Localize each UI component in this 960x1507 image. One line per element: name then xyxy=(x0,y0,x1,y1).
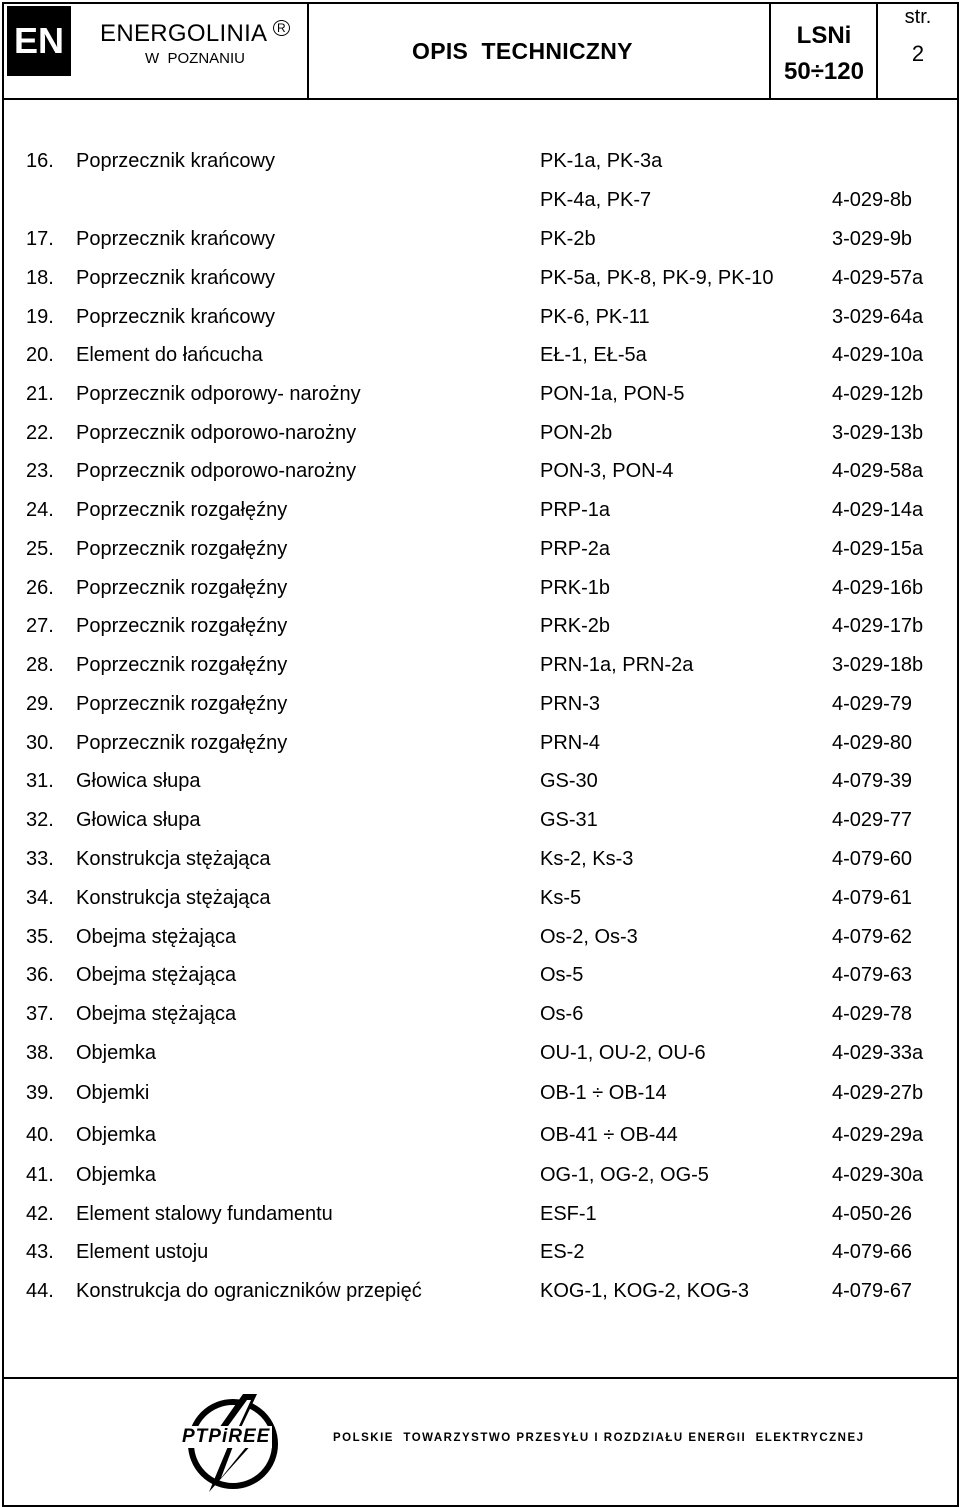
row-number: 39. xyxy=(26,1082,54,1104)
drawing-number: 4-079-63 xyxy=(832,964,913,986)
part-symbol: PON-3, PON-4 xyxy=(540,460,674,482)
part-name: Poprzecznik rozgałęźny xyxy=(76,654,288,676)
drawing-number: 3-029-64a xyxy=(832,306,924,328)
drawing-number: 4-029-80 xyxy=(832,732,913,754)
part-name: Element ustoju xyxy=(76,1241,209,1263)
part-name: Poprzecznik odporowy- narożny xyxy=(76,383,361,405)
row-number: 29. xyxy=(26,693,54,715)
drawing-number: 4-079-67 xyxy=(832,1280,913,1302)
part-symbol: PK-6, PK-11 xyxy=(540,306,650,328)
row-number: 24. xyxy=(26,499,54,521)
row-number: 23. xyxy=(26,460,54,482)
part-name: Poprzecznik rozgałęźny xyxy=(76,499,288,521)
part-symbol: PRP-1a xyxy=(540,499,611,521)
row-number: 26. xyxy=(26,577,54,599)
part-name: Konstrukcja stężająca xyxy=(76,887,271,909)
part-symbol: Ks-5 xyxy=(540,887,582,909)
row-number: 34. xyxy=(26,887,54,909)
part-symbol: PRK-2b xyxy=(540,615,611,637)
drawing-number: 4-029-57a xyxy=(832,267,924,289)
drawing-number: 4-079-39 xyxy=(832,770,913,792)
part-name: Głowica słupa xyxy=(76,809,201,831)
part-symbol: PON-1a, PON-5 xyxy=(540,383,685,405)
row-number: 38. xyxy=(26,1042,54,1064)
drawing-number: 4-029-16b xyxy=(832,577,924,599)
row-number: 44. xyxy=(26,1280,54,1302)
part-symbol: PK-5a, PK-8, PK-9, PK-10 xyxy=(540,267,774,289)
part-symbol: Os-5 xyxy=(540,964,584,986)
organization-name: POLSKIE TOWARZYSTWO PRZESYŁU I ROZDZIAŁU ENERGII ELEKTRYCZNEJ xyxy=(333,1432,865,1444)
part-symbol: PRK-1b xyxy=(540,577,611,599)
part-symbol: PON-2b xyxy=(540,422,613,444)
drawing-number: 4-029-8b xyxy=(832,189,913,211)
drawing-number: 3-029-9b xyxy=(832,228,913,250)
row-number: 21. xyxy=(26,383,54,405)
part-name: Objemka xyxy=(76,1164,157,1186)
part-symbol: PK-1a, PK-3a xyxy=(540,150,663,172)
drawing-number: 4-029-29a xyxy=(832,1124,924,1146)
row-number: 42. xyxy=(26,1203,54,1225)
part-symbol: PK-2b xyxy=(540,228,596,250)
drawing-number: 4-029-27b xyxy=(832,1082,924,1104)
part-name: Poprzecznik rozgałęźny xyxy=(76,538,288,560)
row-number: 27. xyxy=(26,615,54,637)
row-number: 35. xyxy=(26,926,54,948)
part-name: Poprzecznik krańcowy xyxy=(76,306,275,328)
header-divider xyxy=(769,2,771,99)
page-number: 2 xyxy=(911,41,925,66)
company-name xyxy=(90,20,300,48)
drawing-number: 4-029-77 xyxy=(832,809,913,831)
logo-text: PTPiREE xyxy=(182,1426,271,1447)
part-symbol: Os-6 xyxy=(540,1003,584,1025)
row-number: 32. xyxy=(26,809,54,831)
part-name: Poprzecznik krańcowy xyxy=(76,267,275,289)
part-name: Poprzecznik krańcowy xyxy=(76,228,275,250)
part-symbol: OU-1, OU-2, OU-6 xyxy=(540,1042,706,1064)
drawing-number: 4-029-12b xyxy=(832,383,924,405)
part-name: Poprzecznik rozgałęźny xyxy=(76,732,288,754)
row-number: 33. xyxy=(26,848,54,870)
part-name: Element do łańcucha xyxy=(76,344,263,366)
company-name-text: ENERGOLINIA xyxy=(100,20,267,47)
row-number: 22. xyxy=(26,422,54,444)
row-number: 18. xyxy=(26,267,54,289)
drawing-number: 4-079-62 xyxy=(832,926,913,948)
code-line-1: LSNi xyxy=(796,22,852,49)
document-title: OPIS TECHNICZNY xyxy=(412,38,633,64)
document-code xyxy=(776,22,872,86)
part-name: Obejma stężająca xyxy=(76,964,237,986)
registered-mark: R xyxy=(273,20,290,36)
part-name: Poprzecznik odporowo-narożny xyxy=(76,422,357,444)
drawing-number: 3-029-13b xyxy=(832,422,924,444)
part-symbol: PK-4a, PK-7 xyxy=(540,189,652,211)
part-name: Objemka xyxy=(76,1124,157,1146)
company-block xyxy=(90,20,300,67)
part-name: Konstrukcja stężająca xyxy=(76,848,271,870)
part-name: Poprzecznik odporowo-narożny xyxy=(76,460,357,482)
part-name: Poprzecznik rozgałęźny xyxy=(76,693,288,715)
drawing-number: 4-029-33a xyxy=(832,1042,924,1064)
part-symbol: OB-41 ÷ OB-44 xyxy=(540,1124,678,1146)
part-symbol: EŁ-1, EŁ-5a xyxy=(540,344,647,366)
drawing-number: 4-029-17b xyxy=(832,615,924,637)
page-label: str. xyxy=(904,6,932,28)
drawing-number: 4-029-14a xyxy=(832,499,924,521)
document-header xyxy=(0,0,960,99)
row-number: 30. xyxy=(26,732,54,754)
page-indicator xyxy=(881,6,955,67)
part-symbol: OG-1, OG-2, OG-5 xyxy=(540,1164,709,1186)
part-symbol: OB-1 ÷ OB-14 xyxy=(540,1082,667,1104)
part-symbol: PRN-3 xyxy=(540,693,601,715)
part-symbol: GS-30 xyxy=(540,770,598,792)
code-line-2: 50÷120 xyxy=(784,58,864,85)
part-name: Konstrukcja do ograniczników przepięć xyxy=(76,1280,422,1302)
drawing-number: 4-029-58a xyxy=(832,460,924,482)
drawing-number: 3-029-18b xyxy=(832,654,924,676)
row-number: 25. xyxy=(26,538,54,560)
drawing-number: 4-029-15a xyxy=(832,538,924,560)
part-symbol: KOG-1, KOG-2, KOG-3 xyxy=(540,1280,749,1302)
part-name: Obejma stężająca xyxy=(76,926,237,948)
header-divider xyxy=(876,2,878,99)
row-number: 43. xyxy=(26,1241,54,1263)
part-name: Poprzecznik rozgałęźny xyxy=(76,577,288,599)
row-number: 20. xyxy=(26,344,54,366)
row-number: 16. xyxy=(26,150,54,172)
footer-divider xyxy=(2,1377,959,1379)
part-symbol: Ks-2, Ks-3 xyxy=(540,848,634,870)
drawing-number: 4-050-26 xyxy=(832,1203,913,1225)
drawing-number: 4-029-10a xyxy=(832,344,924,366)
row-number: 19. xyxy=(26,306,54,328)
drawing-number: 4-029-78 xyxy=(832,1003,913,1025)
drawing-number: 4-079-66 xyxy=(832,1241,913,1263)
part-symbol: PRP-2a xyxy=(540,538,611,560)
part-name: Głowica słupa xyxy=(76,770,201,792)
drawing-number: 4-029-79 xyxy=(832,693,913,715)
part-symbol: ESF-1 xyxy=(540,1203,597,1225)
part-symbol: ES-2 xyxy=(540,1241,585,1263)
part-symbol: PRN-4 xyxy=(540,732,601,754)
part-symbol: GS-31 xyxy=(540,809,598,831)
drawing-number: 4-029-30a xyxy=(832,1164,924,1186)
row-number: 41. xyxy=(26,1164,54,1186)
drawing-number: 4-079-60 xyxy=(832,848,913,870)
header-divider xyxy=(307,2,309,99)
lang-badge: EN xyxy=(7,6,71,76)
part-name: Element stalowy fundamentu xyxy=(76,1203,333,1225)
drawing-number: 4-079-61 xyxy=(832,887,913,909)
row-number: 40. xyxy=(26,1124,54,1146)
part-symbol: PRN-1a, PRN-2a xyxy=(540,654,694,676)
part-name: Objemki xyxy=(76,1082,150,1104)
row-number: 37. xyxy=(26,1003,54,1025)
company-location: W POZNANIU xyxy=(145,50,245,67)
row-number: 36. xyxy=(26,964,54,986)
row-number: 28. xyxy=(26,654,54,676)
part-name: Poprzecznik krańcowy xyxy=(76,150,275,172)
row-number: 17. xyxy=(26,228,54,250)
part-symbol: Os-2, Os-3 xyxy=(540,926,638,948)
part-name: Obejma stężająca xyxy=(76,1003,237,1025)
row-number: 31. xyxy=(26,770,54,792)
part-name: Poprzecznik rozgałęźny xyxy=(76,615,288,637)
part-name: Objemka xyxy=(76,1042,157,1064)
